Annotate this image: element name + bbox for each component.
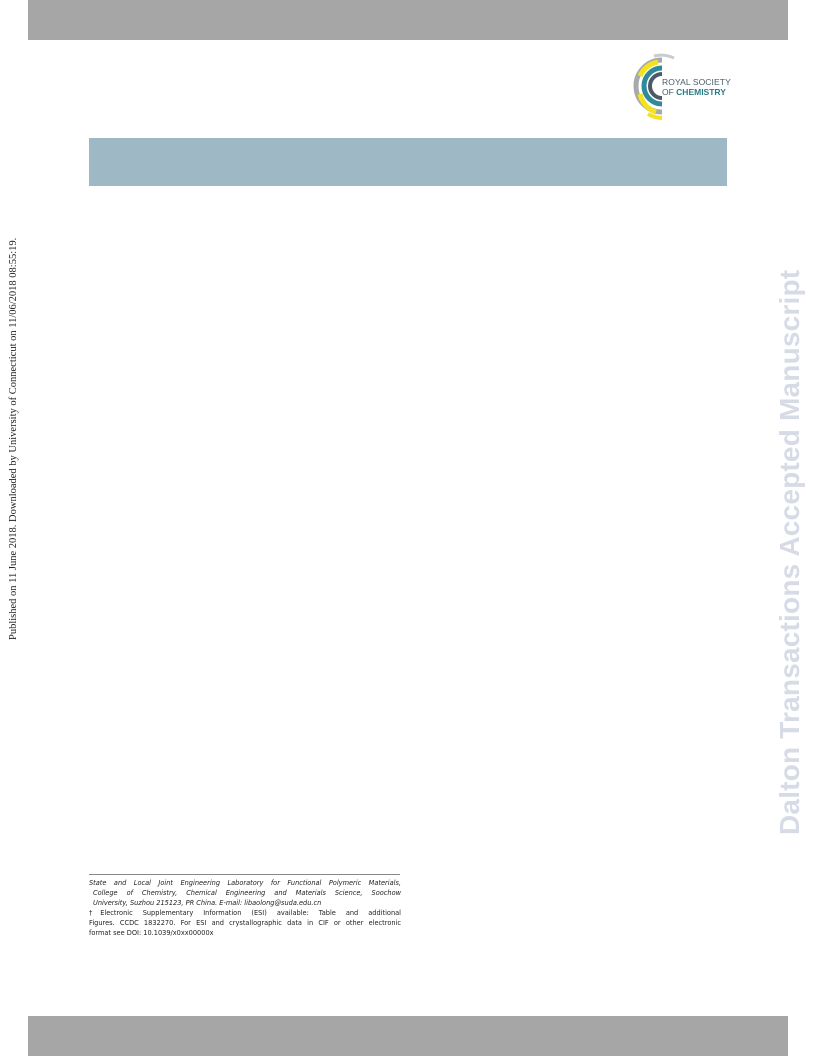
footnote-divider xyxy=(89,874,400,875)
logo-text-royal-society: ROYAL SOCIETY xyxy=(662,77,731,87)
esi-line: format see DOI: 10.1039/x0xx00000x xyxy=(89,929,214,937)
logo-text-of-chemistry xyxy=(662,87,726,97)
affiliation-footnote xyxy=(89,878,401,908)
title-banner xyxy=(89,138,727,186)
publication-notice: Published on 11 June 2018. Downloaded by University of Connecticut on 11/06/2018 08:55:19. xyxy=(8,237,19,640)
footnotes xyxy=(89,878,401,938)
affiliation-line: College of Chemistry, Chemical Engineering and Materials Science, Soochow xyxy=(93,889,401,897)
affiliation-line: State and Local Joint Engineering Laboratory for Functional Polymeric Materials, xyxy=(89,879,401,887)
esi-footnote xyxy=(89,908,401,938)
accepted-manuscript-watermark: Dalton Transactions Accepted Manuscript xyxy=(774,269,805,835)
esi-line: Figures. CCDC 1832270. For ESI and crystallographic data in CIF or other electronic xyxy=(89,919,401,927)
header-bar xyxy=(28,0,788,40)
logo-text-of: OF xyxy=(662,87,677,97)
logo-text-chemistry: CHEMISTRY xyxy=(676,87,726,97)
rsc-logo xyxy=(628,50,738,120)
footer-bar xyxy=(28,1016,788,1056)
affiliation-line: University, Suzhou 215123, PR China. E-mail: libaolong@suda.edu.cn xyxy=(93,899,322,907)
esi-line: †Electronic Supplementary Information (ESI) available: Table and additional xyxy=(89,909,401,917)
